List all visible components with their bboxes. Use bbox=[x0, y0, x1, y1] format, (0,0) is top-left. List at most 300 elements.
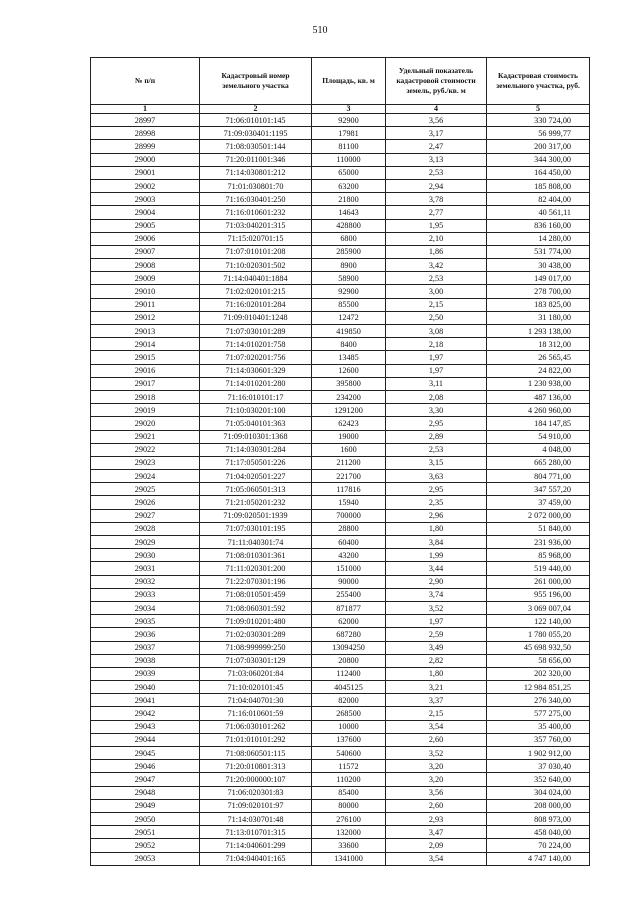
cell-cadastral-number: 71:17:050501:226 bbox=[200, 456, 312, 469]
table-row bbox=[91, 747, 590, 760]
table-row bbox=[91, 826, 590, 839]
table-row bbox=[91, 667, 590, 680]
cell-specific-value: 2,53 bbox=[386, 443, 487, 456]
cell-area: 395800 bbox=[312, 377, 386, 390]
table-row bbox=[91, 760, 590, 773]
cell-cadastral-number: 71:13:010701:315 bbox=[200, 826, 312, 839]
cell-cadastral-value: 184 147,85 bbox=[487, 417, 590, 430]
cell-cadastral-number: 71:08:010501:459 bbox=[200, 588, 312, 601]
cell-cadastral-value: 24 822,00 bbox=[487, 364, 590, 377]
cell-row-number: 29025 bbox=[91, 483, 200, 496]
cell-cadastral-value: 519 440,00 bbox=[487, 562, 590, 575]
cell-area: 540600 bbox=[312, 747, 386, 760]
cell-cadastral-number: 71:09:030401:1195 bbox=[200, 127, 312, 140]
cell-specific-value: 3,08 bbox=[386, 325, 487, 338]
cell-cadastral-number: 71:06:030101:262 bbox=[200, 720, 312, 733]
cell-cadastral-value: 58 656,00 bbox=[487, 654, 590, 667]
cell-cadastral-number: 71:14:030801:212 bbox=[200, 166, 312, 179]
cell-row-number: 29042 bbox=[91, 707, 200, 720]
cell-specific-value: 2,15 bbox=[386, 298, 487, 311]
page-number: 510 bbox=[312, 25, 328, 36]
cell-cadastral-value: 82 404,00 bbox=[487, 193, 590, 206]
table-row bbox=[91, 588, 590, 601]
cell-cadastral-value: 54 910,00 bbox=[487, 430, 590, 443]
table-row bbox=[91, 773, 590, 786]
table-row bbox=[91, 430, 590, 443]
cell-row-number: 29005 bbox=[91, 219, 200, 232]
table-row bbox=[91, 641, 590, 654]
cell-area: 28800 bbox=[312, 522, 386, 535]
cell-specific-value: 3,54 bbox=[386, 852, 487, 865]
table-row bbox=[91, 325, 590, 338]
cell-cadastral-number: 71:16:020101:284 bbox=[200, 298, 312, 311]
cell-row-number: 29044 bbox=[91, 733, 200, 746]
cell-area: 1341000 bbox=[312, 852, 386, 865]
cell-row-number: 29010 bbox=[91, 285, 200, 298]
cell-area: 276100 bbox=[312, 812, 386, 825]
cell-area: 90000 bbox=[312, 575, 386, 588]
cell-specific-value: 3,47 bbox=[386, 826, 487, 839]
cell-area: 10000 bbox=[312, 720, 386, 733]
cell-cadastral-value: 278 700,00 bbox=[487, 285, 590, 298]
cell-row-number: 29024 bbox=[91, 470, 200, 483]
cell-cadastral-number: 71:08:010301:361 bbox=[200, 549, 312, 562]
cell-cadastral-value: 357 760,00 bbox=[487, 733, 590, 746]
table-row bbox=[91, 153, 590, 166]
cell-area: 6800 bbox=[312, 232, 386, 245]
cell-row-number: 29015 bbox=[91, 351, 200, 364]
cell-specific-value: 3,49 bbox=[386, 641, 487, 654]
cell-cadastral-value: 4 747 140,00 bbox=[487, 852, 590, 865]
header-specific-value: Удельный показатель кадастровой стоимости земель, руб./кв. м bbox=[386, 58, 487, 105]
cell-specific-value: 2,60 bbox=[386, 733, 487, 746]
cell-cadastral-value: 4 260 960,00 bbox=[487, 404, 590, 417]
cell-specific-value: 1,99 bbox=[386, 549, 487, 562]
cell-cadastral-value: 164 450,00 bbox=[487, 166, 590, 179]
cell-specific-value: 3,30 bbox=[386, 404, 487, 417]
cell-specific-value: 2,89 bbox=[386, 430, 487, 443]
cell-cadastral-number: 71:14:040601:299 bbox=[200, 839, 312, 852]
cell-area: 62000 bbox=[312, 615, 386, 628]
cell-area: 19000 bbox=[312, 430, 386, 443]
cell-cadastral-number: 71:07:020201:756 bbox=[200, 351, 312, 364]
cell-cadastral-value: 85 968,00 bbox=[487, 549, 590, 562]
cell-cadastral-value: 458 040,00 bbox=[487, 826, 590, 839]
cell-specific-value: 1,80 bbox=[386, 667, 487, 680]
cell-cadastral-value: 51 840,00 bbox=[487, 522, 590, 535]
cell-specific-value: 3,54 bbox=[386, 720, 487, 733]
table-row bbox=[91, 166, 590, 179]
cell-area: 221700 bbox=[312, 470, 386, 483]
cell-cadastral-number: 71:14:030601:329 bbox=[200, 364, 312, 377]
table-row bbox=[91, 522, 590, 535]
cell-row-number: 29018 bbox=[91, 390, 200, 403]
column-number: 2 bbox=[200, 105, 312, 114]
cell-cadastral-number: 71:02:020101:215 bbox=[200, 285, 312, 298]
cell-cadastral-value: 304 024,00 bbox=[487, 786, 590, 799]
cell-cadastral-value: 208 000,00 bbox=[487, 799, 590, 812]
cell-cadastral-number: 71:11:040301:74 bbox=[200, 536, 312, 549]
cell-area: 112400 bbox=[312, 667, 386, 680]
cell-specific-value: 2,09 bbox=[386, 839, 487, 852]
cadastral-value-table bbox=[90, 57, 590, 866]
cell-row-number: 28999 bbox=[91, 140, 200, 153]
cell-cadastral-value: 183 825,00 bbox=[487, 298, 590, 311]
cell-specific-value: 3,52 bbox=[386, 747, 487, 760]
cell-row-number: 29028 bbox=[91, 522, 200, 535]
table-row bbox=[91, 206, 590, 219]
cell-row-number: 29003 bbox=[91, 193, 200, 206]
cell-area: 12600 bbox=[312, 364, 386, 377]
cell-cadastral-value: 30 438,00 bbox=[487, 259, 590, 272]
cell-specific-value: 2,53 bbox=[386, 166, 487, 179]
cell-specific-value: 2,77 bbox=[386, 206, 487, 219]
cell-specific-value: 3,84 bbox=[386, 536, 487, 549]
cell-area: 85500 bbox=[312, 298, 386, 311]
cell-cadastral-value: 70 224,00 bbox=[487, 839, 590, 852]
table-row bbox=[91, 114, 590, 127]
cell-specific-value: 3,20 bbox=[386, 773, 487, 786]
cell-specific-value: 3,44 bbox=[386, 562, 487, 575]
cell-area: 4045125 bbox=[312, 681, 386, 694]
cell-row-number: 29050 bbox=[91, 812, 200, 825]
cell-specific-value: 1,95 bbox=[386, 219, 487, 232]
cell-row-number: 29020 bbox=[91, 417, 200, 430]
table-row bbox=[91, 311, 590, 324]
cell-area: 132000 bbox=[312, 826, 386, 839]
cell-cadastral-number: 71:09:010201:480 bbox=[200, 615, 312, 628]
cell-row-number: 29032 bbox=[91, 575, 200, 588]
cell-area: 63200 bbox=[312, 179, 386, 192]
cell-cadastral-number: 71:09:020101:97 bbox=[200, 799, 312, 812]
cell-cadastral-number: 71:20:011001:346 bbox=[200, 153, 312, 166]
cell-area: 13485 bbox=[312, 351, 386, 364]
cell-row-number: 29013 bbox=[91, 325, 200, 338]
cell-area: 43200 bbox=[312, 549, 386, 562]
cell-cadastral-value: 231 936,00 bbox=[487, 536, 590, 549]
cell-cadastral-value: 1 780 055,20 bbox=[487, 628, 590, 641]
cell-area: 110000 bbox=[312, 153, 386, 166]
cell-cadastral-number: 71:10:030201:100 bbox=[200, 404, 312, 417]
cell-cadastral-value: 344 300,00 bbox=[487, 153, 590, 166]
cell-cadastral-number: 71:07:030101:289 bbox=[200, 325, 312, 338]
cell-cadastral-number: 71:06:020301:83 bbox=[200, 786, 312, 799]
table-body bbox=[91, 114, 590, 866]
cell-area: 255400 bbox=[312, 588, 386, 601]
column-number: 1 bbox=[91, 105, 200, 114]
cell-row-number: 29034 bbox=[91, 601, 200, 614]
cell-row-number: 29052 bbox=[91, 839, 200, 852]
table-row bbox=[91, 351, 590, 364]
cell-specific-value: 2,50 bbox=[386, 311, 487, 324]
cell-row-number: 29046 bbox=[91, 760, 200, 773]
cell-area: 65000 bbox=[312, 166, 386, 179]
cell-area: 12472 bbox=[312, 311, 386, 324]
cell-cadastral-value: 18 312,00 bbox=[487, 338, 590, 351]
cell-area: 80000 bbox=[312, 799, 386, 812]
table-row bbox=[91, 733, 590, 746]
cell-specific-value: 2,15 bbox=[386, 707, 487, 720]
cell-specific-value: 1,86 bbox=[386, 245, 487, 258]
cell-area: 85400 bbox=[312, 786, 386, 799]
cell-area: 428800 bbox=[312, 219, 386, 232]
cell-row-number: 29016 bbox=[91, 364, 200, 377]
cell-area: 20800 bbox=[312, 654, 386, 667]
cell-area: 13094250 bbox=[312, 641, 386, 654]
cell-specific-value: 1,97 bbox=[386, 351, 487, 364]
cell-specific-value: 2,10 bbox=[386, 232, 487, 245]
cell-cadastral-number: 71:05:060501:313 bbox=[200, 483, 312, 496]
cell-cadastral-value: 352 640,00 bbox=[487, 773, 590, 786]
cell-specific-value: 2,94 bbox=[386, 179, 487, 192]
cell-cadastral-number: 71:09:020501:1939 bbox=[200, 509, 312, 522]
cell-row-number: 29011 bbox=[91, 298, 200, 311]
table-row bbox=[91, 245, 590, 258]
cell-area: 268500 bbox=[312, 707, 386, 720]
cell-row-number: 29002 bbox=[91, 179, 200, 192]
cell-cadastral-number: 71:04:040401:165 bbox=[200, 852, 312, 865]
cell-cadastral-number: 71:16:030401:250 bbox=[200, 193, 312, 206]
cell-row-number: 29035 bbox=[91, 615, 200, 628]
table-row bbox=[91, 707, 590, 720]
column-number: 4 bbox=[386, 105, 487, 114]
cell-row-number: 29000 bbox=[91, 153, 200, 166]
cell-specific-value: 2,95 bbox=[386, 417, 487, 430]
cell-area: 21800 bbox=[312, 193, 386, 206]
cell-cadastral-value: 35 400,00 bbox=[487, 720, 590, 733]
cell-cadastral-value: 200 317,00 bbox=[487, 140, 590, 153]
cell-cadastral-value: 330 724,00 bbox=[487, 114, 590, 127]
cell-row-number: 29006 bbox=[91, 232, 200, 245]
cell-row-number: 29021 bbox=[91, 430, 200, 443]
cell-cadastral-value: 12 984 851,25 bbox=[487, 681, 590, 694]
cell-row-number: 29031 bbox=[91, 562, 200, 575]
cell-cadastral-number: 71:08:060301:592 bbox=[200, 601, 312, 614]
cell-row-number: 29030 bbox=[91, 549, 200, 562]
cell-area: 92900 bbox=[312, 114, 386, 127]
cell-cadastral-value: 955 196,00 bbox=[487, 588, 590, 601]
cell-specific-value: 2,53 bbox=[386, 272, 487, 285]
cell-specific-value: 2,18 bbox=[386, 338, 487, 351]
cell-cadastral-value: 804 771,00 bbox=[487, 470, 590, 483]
cell-specific-value: 3,13 bbox=[386, 153, 487, 166]
cell-cadastral-value: 149 017,00 bbox=[487, 272, 590, 285]
cell-specific-value: 1,80 bbox=[386, 522, 487, 535]
table-row bbox=[91, 456, 590, 469]
cell-cadastral-value: 665 280,00 bbox=[487, 456, 590, 469]
cell-row-number: 29004 bbox=[91, 206, 200, 219]
header-row-number: № п/п bbox=[91, 58, 200, 105]
cell-cadastral-number: 71:10:020301:502 bbox=[200, 259, 312, 272]
cell-area: 151000 bbox=[312, 562, 386, 575]
table-row bbox=[91, 799, 590, 812]
cell-area: 8900 bbox=[312, 259, 386, 272]
cell-specific-value: 3,37 bbox=[386, 694, 487, 707]
cell-area: 8400 bbox=[312, 338, 386, 351]
table-row bbox=[91, 601, 590, 614]
cell-cadastral-number: 71:01:030801:70 bbox=[200, 179, 312, 192]
cell-row-number: 29037 bbox=[91, 641, 200, 654]
cell-row-number: 29043 bbox=[91, 720, 200, 733]
cell-row-number: 29012 bbox=[91, 311, 200, 324]
cell-area: 92900 bbox=[312, 285, 386, 298]
cell-cadastral-value: 347 557,20 bbox=[487, 483, 590, 496]
cell-cadastral-number: 71:05:040101:363 bbox=[200, 417, 312, 430]
cell-area: 419850 bbox=[312, 325, 386, 338]
cell-cadastral-value: 4 048,00 bbox=[487, 443, 590, 456]
cell-row-number: 29001 bbox=[91, 166, 200, 179]
table-row bbox=[91, 285, 590, 298]
table-row bbox=[91, 720, 590, 733]
header-row bbox=[91, 58, 590, 105]
table-row bbox=[91, 193, 590, 206]
cell-row-number: 29039 bbox=[91, 667, 200, 680]
header-cadastral-value: Кадастровая стоимость земельного участка, руб. bbox=[487, 58, 590, 105]
cell-area: 117816 bbox=[312, 483, 386, 496]
cell-cadastral-number: 71:04:040701:30 bbox=[200, 694, 312, 707]
table-row bbox=[91, 628, 590, 641]
cell-cadastral-value: 577 275,00 bbox=[487, 707, 590, 720]
cell-cadastral-value: 531 774,00 bbox=[487, 245, 590, 258]
cell-row-number: 29048 bbox=[91, 786, 200, 799]
cell-cadastral-number: 71:16:010101:17 bbox=[200, 390, 312, 403]
cell-cadastral-number: 71:03:060201:84 bbox=[200, 667, 312, 680]
cell-cadastral-number: 71:14:040401:1884 bbox=[200, 272, 312, 285]
cell-row-number: 29040 bbox=[91, 681, 200, 694]
cell-specific-value: 3,17 bbox=[386, 127, 487, 140]
cell-cadastral-value: 276 340,00 bbox=[487, 694, 590, 707]
cell-cadastral-number: 71:20:010801:313 bbox=[200, 760, 312, 773]
cell-cadastral-value: 2 072 000,00 bbox=[487, 509, 590, 522]
cell-cadastral-number: 71:16:010601:59 bbox=[200, 707, 312, 720]
cell-cadastral-number: 71:22:070301:196 bbox=[200, 575, 312, 588]
cell-row-number: 29033 bbox=[91, 588, 200, 601]
cell-row-number: 28997 bbox=[91, 114, 200, 127]
table-row bbox=[91, 496, 590, 509]
cell-specific-value: 3,56 bbox=[386, 786, 487, 799]
table-row bbox=[91, 654, 590, 667]
column-number-row bbox=[91, 105, 590, 114]
cell-cadastral-number: 71:21:050201:232 bbox=[200, 496, 312, 509]
cell-cadastral-number: 71:11:020301:200 bbox=[200, 562, 312, 575]
cell-cadastral-number: 71:07:030101:195 bbox=[200, 522, 312, 535]
cell-specific-value: 3,63 bbox=[386, 470, 487, 483]
cell-area: 285900 bbox=[312, 245, 386, 258]
cell-specific-value: 2,60 bbox=[386, 799, 487, 812]
cell-area: 1291200 bbox=[312, 404, 386, 417]
cell-row-number: 29017 bbox=[91, 377, 200, 390]
cell-area: 81100 bbox=[312, 140, 386, 153]
cell-cadastral-value: 3 069 007,04 bbox=[487, 601, 590, 614]
cell-row-number: 29027 bbox=[91, 509, 200, 522]
cell-cadastral-number: 71:04:020501:227 bbox=[200, 470, 312, 483]
cell-area: 234200 bbox=[312, 390, 386, 403]
cell-specific-value: 3,15 bbox=[386, 456, 487, 469]
cell-cadastral-number: 71:20:000000:107 bbox=[200, 773, 312, 786]
cell-specific-value: 2,90 bbox=[386, 575, 487, 588]
table-row bbox=[91, 681, 590, 694]
cell-row-number: 29047 bbox=[91, 773, 200, 786]
table-row bbox=[91, 536, 590, 549]
cell-specific-value: 2,96 bbox=[386, 509, 487, 522]
cell-specific-value: 2,47 bbox=[386, 140, 487, 153]
cell-area: 15940 bbox=[312, 496, 386, 509]
table-row bbox=[91, 812, 590, 825]
cell-specific-value: 3,21 bbox=[386, 681, 487, 694]
cell-cadastral-value: 40 561,11 bbox=[487, 206, 590, 219]
table-row bbox=[91, 140, 590, 153]
table-row bbox=[91, 179, 590, 192]
cell-row-number: 29007 bbox=[91, 245, 200, 258]
cell-specific-value: 3,52 bbox=[386, 601, 487, 614]
cell-area: 110200 bbox=[312, 773, 386, 786]
table-row bbox=[91, 786, 590, 799]
cell-area: 82000 bbox=[312, 694, 386, 707]
cell-area: 62423 bbox=[312, 417, 386, 430]
table-row bbox=[91, 417, 590, 430]
cell-cadastral-value: 45 698 932,50 bbox=[487, 641, 590, 654]
cell-row-number: 29051 bbox=[91, 826, 200, 839]
cell-cadastral-number: 71:10:020101:45 bbox=[200, 681, 312, 694]
cell-area: 687280 bbox=[312, 628, 386, 641]
cell-area: 14643 bbox=[312, 206, 386, 219]
cell-row-number: 29014 bbox=[91, 338, 200, 351]
cell-row-number: 29019 bbox=[91, 404, 200, 417]
cell-specific-value: 3,74 bbox=[386, 588, 487, 601]
column-number: 5 bbox=[487, 105, 590, 114]
cell-specific-value: 2,59 bbox=[386, 628, 487, 641]
cell-area: 211200 bbox=[312, 456, 386, 469]
cell-cadastral-value: 836 160,00 bbox=[487, 219, 590, 232]
cell-cadastral-number: 71:09:010301:1368 bbox=[200, 430, 312, 443]
cell-cadastral-number: 71:14:010201:280 bbox=[200, 377, 312, 390]
cell-cadastral-number: 71:03:040201:315 bbox=[200, 219, 312, 232]
table-row bbox=[91, 219, 590, 232]
cell-row-number: 29022 bbox=[91, 443, 200, 456]
cell-cadastral-value: 122 140,00 bbox=[487, 615, 590, 628]
table-row bbox=[91, 615, 590, 628]
cell-row-number: 29009 bbox=[91, 272, 200, 285]
table-row bbox=[91, 272, 590, 285]
table-row bbox=[91, 259, 590, 272]
cell-cadastral-number: 71:15:020701:15 bbox=[200, 232, 312, 245]
cell-row-number: 29045 bbox=[91, 747, 200, 760]
cell-cadastral-value: 26 565,45 bbox=[487, 351, 590, 364]
cell-cadastral-number: 71:08:060501:115 bbox=[200, 747, 312, 760]
cell-cadastral-value: 202 320,00 bbox=[487, 667, 590, 680]
cell-area: 137600 bbox=[312, 733, 386, 746]
cell-specific-value: 2,35 bbox=[386, 496, 487, 509]
table-row bbox=[91, 127, 590, 140]
table-row bbox=[91, 404, 590, 417]
cell-cadastral-number: 71:07:010101:208 bbox=[200, 245, 312, 258]
cell-specific-value: 2,93 bbox=[386, 812, 487, 825]
cell-row-number: 29036 bbox=[91, 628, 200, 641]
cell-area: 17981 bbox=[312, 127, 386, 140]
cell-cadastral-number: 71:02:030301:289 bbox=[200, 628, 312, 641]
cell-cadastral-value: 14 280,00 bbox=[487, 232, 590, 245]
header-area: Площадь, кв. м bbox=[312, 58, 386, 105]
cell-cadastral-value: 261 000,00 bbox=[487, 575, 590, 588]
table-row bbox=[91, 839, 590, 852]
cell-area: 58900 bbox=[312, 272, 386, 285]
table-row bbox=[91, 483, 590, 496]
cell-area: 60400 bbox=[312, 536, 386, 549]
cell-cadastral-number: 71:08:030501:144 bbox=[200, 140, 312, 153]
table-row bbox=[91, 509, 590, 522]
cell-area: 1600 bbox=[312, 443, 386, 456]
cell-area: 871877 bbox=[312, 601, 386, 614]
